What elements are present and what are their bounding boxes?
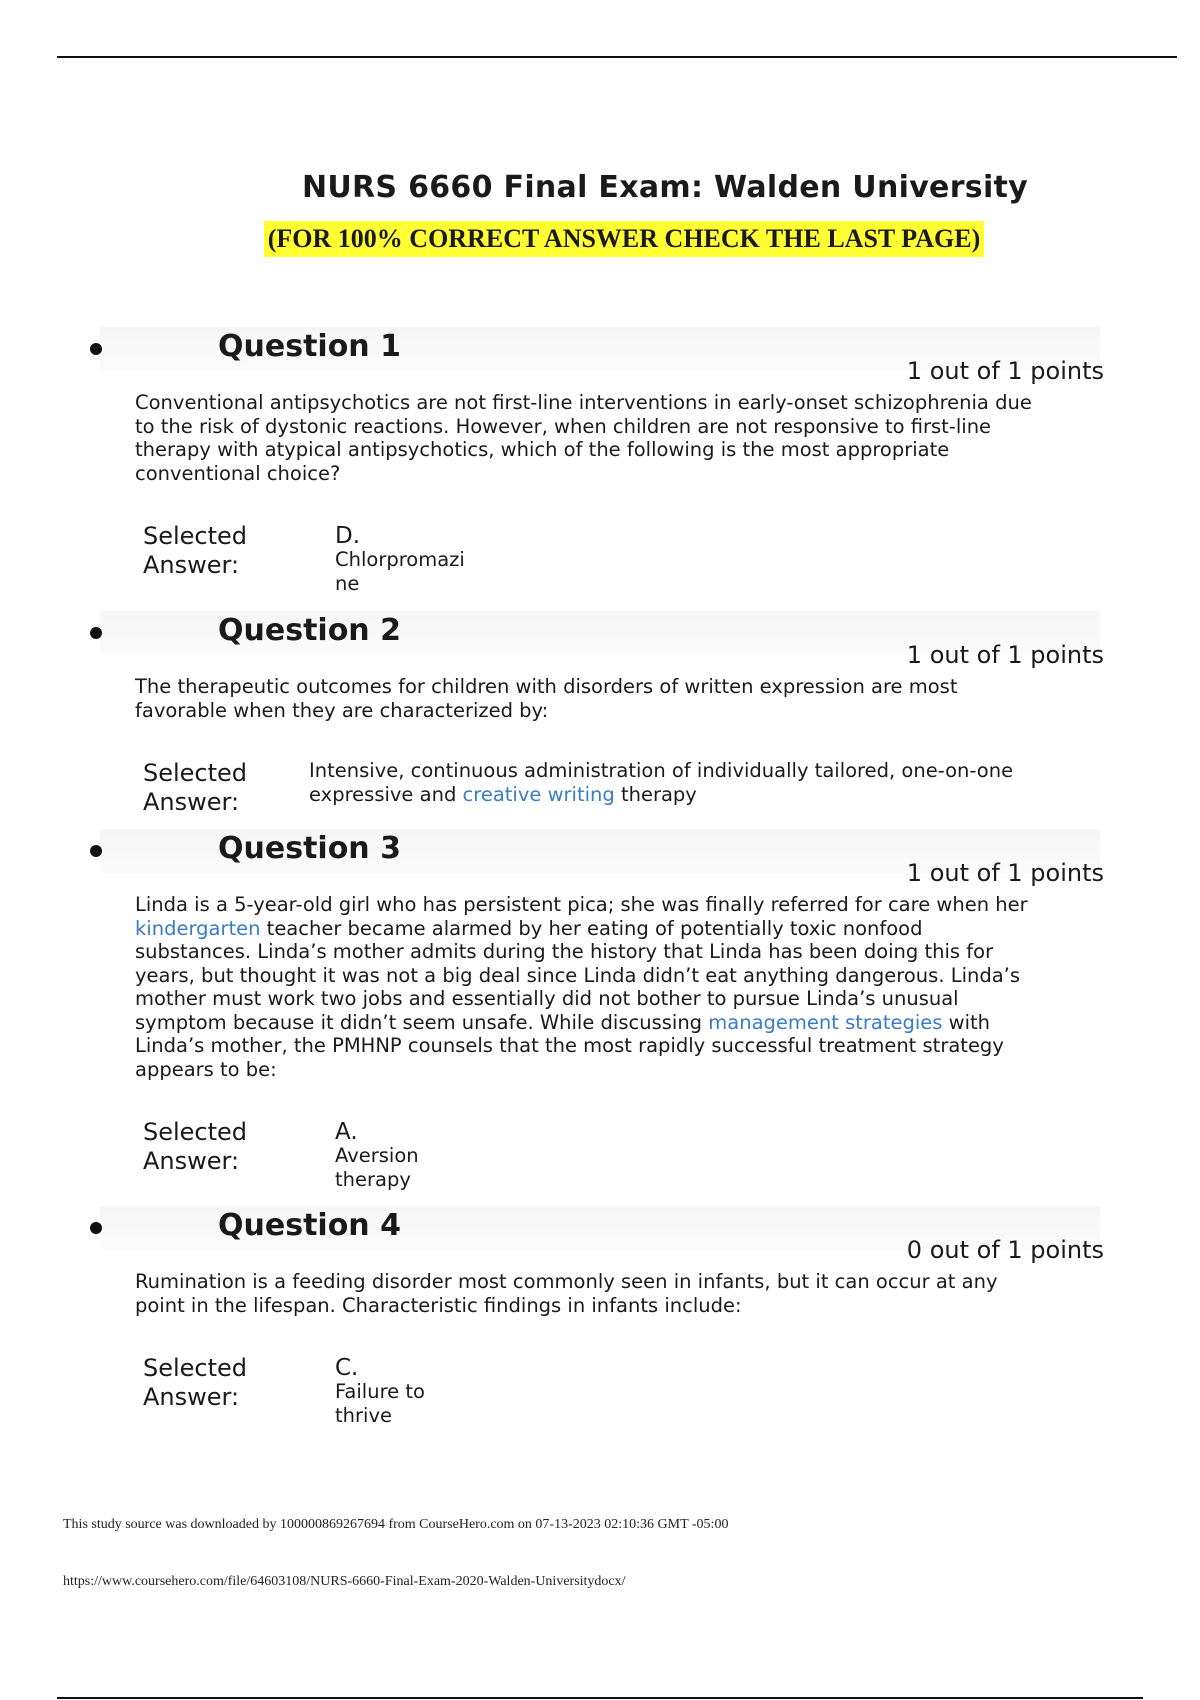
source-footer: This study source was downloaded by 100000869267694 from CourseHero.com on 07-13-2023 02:10:36 GMT -05:00 bbox=[63, 1517, 729, 1532]
bullet-icon bbox=[90, 343, 102, 355]
answer-line2: thrive bbox=[335, 1404, 392, 1427]
top-rule bbox=[57, 56, 1177, 58]
answer-line1: Aversion bbox=[335, 1144, 419, 1167]
question-text bbox=[135, 893, 1035, 1081]
creative-writing-link[interactable]: creative writing bbox=[462, 783, 615, 806]
answer-line1: Chlorpromazi bbox=[335, 548, 465, 571]
answer-letter: D. bbox=[335, 523, 361, 549]
bullet-icon bbox=[90, 627, 102, 639]
question-text: Conventional antipsychotics are not first-line interventions in early-onset schizophrenia due to the risk of dystonic reactions. However, when children are not responsive to first-line therapy with atypical antipsychotics, which of the following is the most appropriate conventional choice? bbox=[135, 391, 1032, 485]
selected-answer bbox=[335, 1356, 425, 1428]
correct-answer-banner: (FOR 100% CORRECT ANSWER CHECK THE LAST PAGE) bbox=[264, 221, 984, 257]
selected-label-line2: Answer: bbox=[143, 551, 240, 579]
selected-label-line1: Selected bbox=[143, 1118, 248, 1146]
question-title: Question 1 bbox=[218, 329, 401, 364]
document-title-wrap bbox=[0, 170, 1200, 205]
question-points: 1 out of 1 points bbox=[906, 859, 1104, 887]
selected-label-line2: Answer: bbox=[143, 1383, 240, 1411]
selected-answer-label bbox=[143, 522, 247, 580]
answer-letter: A. bbox=[335, 1119, 358, 1145]
question-text-part2: teacher became alarmed by her eating of potentially toxic nonfood substances. Linda’s mother admits during the history that Linda has been doing this for years, but thought it was not a big deal since Linda didn’t eat anything dangerous. Linda’s mother must work two jobs and essentially did not bother to pursue Linda’s unusual symptom because it didn’t seem unsafe. While discussing bbox=[135, 916, 1021, 1034]
answer-line1: Failure to bbox=[335, 1380, 425, 1403]
document-title: NURS 6660 Final Exam: Walden University bbox=[301, 170, 1029, 205]
question-text: Rumination is a feeding disorder most commonly seen in infants, but it can occur at any point in the lifespan. Characteristic findings in infants include: bbox=[135, 1270, 998, 1317]
question-text-part3: with Linda’s mother, the PMHNP counsels that the most rapidly successful treatment strategy appears to be: bbox=[135, 1010, 1004, 1081]
selected-label-line1: Selected bbox=[143, 759, 248, 787]
question-points: 0 out of 1 points bbox=[906, 1236, 1104, 1264]
management-strategies-link[interactable]: management strategies bbox=[708, 1010, 943, 1034]
selected-answer-label bbox=[143, 759, 247, 817]
answer-text-part1: Intensive, continuous administration of individually tailored, one-on-one expressive and bbox=[309, 759, 1014, 806]
bullet-icon bbox=[90, 1222, 102, 1234]
answer-text-part2: therapy bbox=[614, 783, 697, 806]
selected-answer bbox=[335, 524, 465, 596]
question-title: Question 3 bbox=[218, 831, 401, 866]
selected-answer-label bbox=[143, 1354, 247, 1412]
question-text-part1: Linda is a 5-year-old girl who has persistent pica; she was finally referred for care when her bbox=[135, 893, 1028, 916]
selected-answer bbox=[309, 759, 1069, 807]
source-url[interactable]: https://www.coursehero.com/file/64603108/NURS-6660-Final-Exam-2020-Walden-Universitydocx/ bbox=[63, 1574, 626, 1589]
selected-label-line1: Selected bbox=[143, 522, 248, 550]
selected-label-line2: Answer: bbox=[143, 1147, 240, 1175]
answer-line2: ne bbox=[335, 572, 360, 595]
answer-letter: C. bbox=[335, 1355, 359, 1381]
selected-answer-label bbox=[143, 1118, 247, 1176]
selected-label-line1: Selected bbox=[143, 1354, 248, 1382]
selected-answer bbox=[335, 1120, 419, 1192]
selected-label-line2: Answer: bbox=[143, 788, 240, 816]
question-title: Question 2 bbox=[218, 613, 401, 648]
question-title: Question 4 bbox=[218, 1208, 401, 1243]
banner-wrap bbox=[0, 221, 1200, 257]
question-points: 1 out of 1 points bbox=[906, 357, 1104, 385]
question-points: 1 out of 1 points bbox=[906, 641, 1104, 669]
bottom-rule bbox=[57, 1697, 1143, 1699]
question-text: The therapeutic outcomes for children with disorders of written expression are most favorable when they are characterized by: bbox=[135, 675, 958, 722]
kindergarten-link[interactable]: kindergarten bbox=[135, 916, 261, 940]
answer-line2: therapy bbox=[335, 1168, 411, 1191]
bullet-icon bbox=[90, 845, 102, 857]
